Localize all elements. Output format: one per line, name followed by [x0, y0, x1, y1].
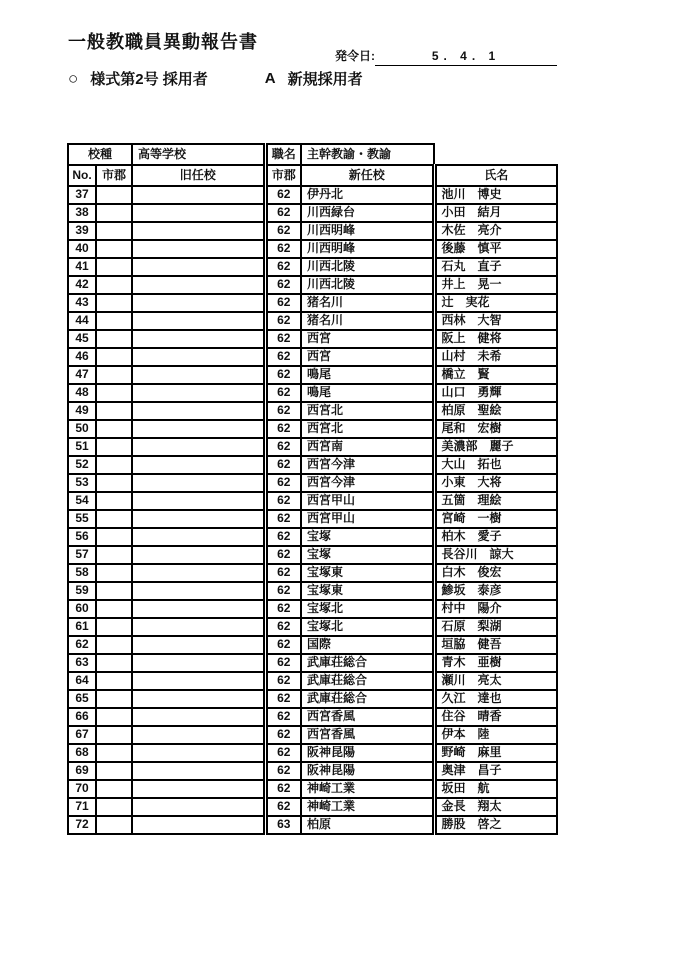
cell-old-school	[132, 582, 265, 600]
cell-new-district: 62	[265, 654, 301, 672]
cell-old-district	[96, 204, 132, 222]
cell-new-district: 62	[265, 510, 301, 528]
table-column-header-row	[68, 165, 557, 186]
cell-old-district	[96, 330, 132, 348]
cell-old-school	[132, 222, 265, 240]
cell-no: 37	[68, 186, 96, 204]
cell-name: 美濃部 麗子	[434, 438, 557, 456]
cell-new-school: 川西北陵	[301, 258, 434, 276]
cell-new-district: 62	[265, 366, 301, 384]
cell-name: 石原 梨湖	[434, 618, 557, 636]
cell-new-school: 神崎工業	[301, 798, 434, 816]
cell-name: 白木 俊宏	[434, 564, 557, 582]
cell-old-school	[132, 312, 265, 330]
cell-old-district	[96, 384, 132, 402]
cell-no: 53	[68, 474, 96, 492]
cell-old-school	[132, 492, 265, 510]
cell-no: 46	[68, 348, 96, 366]
cell-old-district	[96, 240, 132, 258]
cell-old-district	[96, 762, 132, 780]
cell-old-school	[132, 438, 265, 456]
cell-no: 64	[68, 672, 96, 690]
table-row	[68, 708, 557, 726]
table-row	[68, 222, 557, 240]
cell-no: 60	[68, 600, 96, 618]
cell-old-school	[132, 456, 265, 474]
cell-new-district: 62	[265, 636, 301, 654]
cell-new-school: 伊丹北	[301, 186, 434, 204]
cell-old-school	[132, 258, 265, 276]
col-header-name: 氏名	[434, 165, 557, 186]
cell-new-school: 西宮	[301, 348, 434, 366]
cell-new-school: 鳴尾	[301, 384, 434, 402]
table-row	[68, 546, 557, 564]
cell-name: 井上 晃一	[434, 276, 557, 294]
cell-old-district	[96, 780, 132, 798]
cell-new-district: 62	[265, 204, 301, 222]
cell-no: 48	[68, 384, 96, 402]
cell-old-school	[132, 600, 265, 618]
cell-no: 59	[68, 582, 96, 600]
cell-new-district: 62	[265, 348, 301, 366]
table-meta-header-row	[68, 144, 557, 165]
cell-old-school	[132, 636, 265, 654]
cell-new-school: 西宮	[301, 330, 434, 348]
cell-old-district	[96, 222, 132, 240]
table-row	[68, 420, 557, 438]
cell-old-district	[96, 474, 132, 492]
cell-name: 久江 達也	[434, 690, 557, 708]
cell-no: 54	[68, 492, 96, 510]
col-header-new-district: 市郡	[265, 165, 301, 186]
cell-new-district: 62	[265, 330, 301, 348]
cell-old-school	[132, 186, 265, 204]
cell-no: 40	[68, 240, 96, 258]
cell-old-school	[132, 384, 265, 402]
cell-name: 奥津 昌子	[434, 762, 557, 780]
cell-new-school: 西宮北	[301, 420, 434, 438]
cell-no: 62	[68, 636, 96, 654]
cell-name: 鯵坂 泰彦	[434, 582, 557, 600]
cell-new-district: 62	[265, 672, 301, 690]
cell-old-district	[96, 186, 132, 204]
table-row	[68, 330, 557, 348]
cell-old-district	[96, 456, 132, 474]
col-header-old-district: 市郡	[96, 165, 132, 186]
table-row	[68, 492, 557, 510]
cell-no: 39	[68, 222, 96, 240]
cell-old-district	[96, 420, 132, 438]
cell-new-district: 62	[265, 528, 301, 546]
table-row	[68, 312, 557, 330]
cell-old-district	[96, 816, 132, 834]
cell-no: 67	[68, 726, 96, 744]
table-row	[68, 636, 557, 654]
cell-new-school: 国際	[301, 636, 434, 654]
cell-name: 山村 未希	[434, 348, 557, 366]
cell-name: 伊本 陸	[434, 726, 557, 744]
cell-old-district	[96, 258, 132, 276]
cell-old-district	[96, 312, 132, 330]
cell-new-district: 62	[265, 798, 301, 816]
cell-new-school: 宝塚東	[301, 564, 434, 582]
cell-name: 村中 陽介	[434, 600, 557, 618]
cell-new-school: 西宮今津	[301, 474, 434, 492]
table-body	[68, 186, 557, 834]
cell-new-school: 川西北陵	[301, 276, 434, 294]
header-empty-cell	[434, 144, 557, 165]
cell-name: 長谷川 諒大	[434, 546, 557, 564]
cell-new-school: 西宮甲山	[301, 510, 434, 528]
cell-old-district	[96, 690, 132, 708]
cell-name: 池川 博史	[434, 186, 557, 204]
cell-new-school: 西宮甲山	[301, 492, 434, 510]
cell-name: 五箇 理絵	[434, 492, 557, 510]
cell-old-school	[132, 276, 265, 294]
cell-name: 柏原 聖絵	[434, 402, 557, 420]
table-row	[68, 204, 557, 222]
cell-new-district: 62	[265, 186, 301, 204]
cell-old-district	[96, 798, 132, 816]
cell-no: 70	[68, 780, 96, 798]
cell-new-school: 宝塚	[301, 546, 434, 564]
table-row	[68, 672, 557, 690]
table-row	[68, 816, 557, 834]
cell-old-school	[132, 654, 265, 672]
cell-new-school: 武庫荘総合	[301, 654, 434, 672]
cell-no: 71	[68, 798, 96, 816]
cell-no: 72	[68, 816, 96, 834]
cell-old-school	[132, 744, 265, 762]
cell-name: 柏木 愛子	[434, 528, 557, 546]
cell-new-district: 62	[265, 276, 301, 294]
cell-no: 69	[68, 762, 96, 780]
cell-new-school: 阪神昆陽	[301, 744, 434, 762]
cell-new-school: 西宮今津	[301, 456, 434, 474]
cell-new-district: 62	[265, 762, 301, 780]
cell-old-district	[96, 708, 132, 726]
cell-new-district: 62	[265, 384, 301, 402]
cell-new-school: 宝塚北	[301, 600, 434, 618]
table-row	[68, 456, 557, 474]
cell-name: 石丸 直子	[434, 258, 557, 276]
table-row	[68, 276, 557, 294]
cell-no: 56	[68, 528, 96, 546]
cell-old-district	[96, 276, 132, 294]
col-header-no: No.	[68, 165, 96, 186]
school-type-value: 高等学校	[132, 144, 265, 165]
cell-new-district: 62	[265, 492, 301, 510]
cell-old-school	[132, 780, 265, 798]
cell-new-district: 62	[265, 312, 301, 330]
issue-date-line	[67, 47, 557, 66]
cell-old-district	[96, 564, 132, 582]
table-row	[68, 726, 557, 744]
cell-no: 42	[68, 276, 96, 294]
cell-new-school: 川西明峰	[301, 222, 434, 240]
table-row	[68, 258, 557, 276]
cell-no: 66	[68, 708, 96, 726]
cell-name: 大山 拓也	[434, 456, 557, 474]
table-row	[68, 762, 557, 780]
cell-no: 38	[68, 204, 96, 222]
cell-new-district: 62	[265, 240, 301, 258]
table-row	[68, 402, 557, 420]
cell-old-school	[132, 672, 265, 690]
cell-old-school	[132, 726, 265, 744]
cell-old-district	[96, 402, 132, 420]
cell-new-school: 柏原	[301, 816, 434, 834]
cell-name: 勝股 啓之	[434, 816, 557, 834]
table-row	[68, 618, 557, 636]
cell-old-district	[96, 294, 132, 312]
cell-old-district	[96, 726, 132, 744]
cell-new-district: 62	[265, 780, 301, 798]
cell-old-school	[132, 294, 265, 312]
cell-old-school	[132, 528, 265, 546]
table-row	[68, 690, 557, 708]
cell-name: 橋立 賢	[434, 366, 557, 384]
cell-new-school: 神崎工業	[301, 780, 434, 798]
table-row	[68, 348, 557, 366]
cell-no: 43	[68, 294, 96, 312]
cell-no: 51	[68, 438, 96, 456]
cell-old-district	[96, 636, 132, 654]
table-row	[68, 186, 557, 204]
cell-name: 後藤 慎平	[434, 240, 557, 258]
table-row	[68, 438, 557, 456]
cell-old-district	[96, 654, 132, 672]
col-header-old-school: 旧任校	[132, 165, 265, 186]
table-row	[68, 384, 557, 402]
cell-old-school	[132, 546, 265, 564]
cell-name: 青木 亜樹	[434, 654, 557, 672]
cell-old-school	[132, 420, 265, 438]
cell-new-district: 62	[265, 222, 301, 240]
cell-name: 木佐 亮介	[434, 222, 557, 240]
cell-old-school	[132, 204, 265, 222]
cell-new-district: 62	[265, 582, 301, 600]
cell-old-district	[96, 348, 132, 366]
cell-new-school: 西宮南	[301, 438, 434, 456]
cell-no: 58	[68, 564, 96, 582]
cell-name: 小東 大将	[434, 474, 557, 492]
cell-no: 41	[68, 258, 96, 276]
cell-no: 49	[68, 402, 96, 420]
cell-old-school	[132, 510, 265, 528]
cell-new-school: 猪名川	[301, 312, 434, 330]
cell-new-school: 西宮香風	[301, 708, 434, 726]
cell-old-school	[132, 366, 265, 384]
cell-old-district	[96, 366, 132, 384]
category-code: A	[264, 70, 276, 87]
cell-name: 住谷 晴香	[434, 708, 557, 726]
cell-old-school	[132, 690, 265, 708]
cell-new-school: 鳴尾	[301, 366, 434, 384]
cell-new-district: 62	[265, 402, 301, 420]
cell-old-school	[132, 348, 265, 366]
cell-name: 西林 大智	[434, 312, 557, 330]
cell-no: 57	[68, 546, 96, 564]
table-row	[68, 654, 557, 672]
cell-new-district: 62	[265, 546, 301, 564]
cell-name: 坂田 航	[434, 780, 557, 798]
cell-no: 47	[68, 366, 96, 384]
form-label: 様式第2号 採用者	[90, 71, 208, 88]
table-row	[68, 582, 557, 600]
cell-new-school: 川西緑台	[301, 204, 434, 222]
cell-name: 宮崎 一樹	[434, 510, 557, 528]
cell-no: 45	[68, 330, 96, 348]
cell-name: 山口 勇輝	[434, 384, 557, 402]
cell-new-school: 武庫荘総合	[301, 672, 434, 690]
cell-old-school	[132, 240, 265, 258]
cell-name: 金長 翔太	[434, 798, 557, 816]
cell-new-school: 猪名川	[301, 294, 434, 312]
cell-old-district	[96, 744, 132, 762]
cell-new-district: 62	[265, 726, 301, 744]
cell-no: 52	[68, 456, 96, 474]
page-title: 一般教職員異動報告書	[68, 32, 258, 52]
cell-name: 野崎 麻里	[434, 744, 557, 762]
cell-new-district: 62	[265, 294, 301, 312]
cell-new-district: 62	[265, 456, 301, 474]
cell-new-school: 宝塚北	[301, 618, 434, 636]
cell-new-district: 62	[265, 744, 301, 762]
cell-new-school: 武庫荘総合	[301, 690, 434, 708]
table-row	[68, 780, 557, 798]
cell-old-school	[132, 762, 265, 780]
cell-no: 50	[68, 420, 96, 438]
cell-no: 44	[68, 312, 96, 330]
cell-old-school	[132, 564, 265, 582]
cell-new-district: 62	[265, 438, 301, 456]
category-label: 新規採用者	[287, 71, 363, 88]
cell-new-district: 62	[265, 708, 301, 726]
position-value: 主幹教諭・教諭	[301, 144, 434, 165]
cell-new-district: 62	[265, 600, 301, 618]
cell-old-school	[132, 816, 265, 834]
cell-new-school: 西宮香風	[301, 726, 434, 744]
col-header-new-school: 新任校	[301, 165, 434, 186]
cell-old-district	[96, 492, 132, 510]
cell-new-school: 宝塚	[301, 528, 434, 546]
cell-old-district	[96, 438, 132, 456]
form-type-line	[68, 68, 363, 89]
cell-no: 61	[68, 618, 96, 636]
cell-no: 55	[68, 510, 96, 528]
table-row	[68, 798, 557, 816]
cell-old-district	[96, 528, 132, 546]
cell-name: 小田 結月	[434, 204, 557, 222]
cell-old-school	[132, 330, 265, 348]
cell-new-school: 阪神昆陽	[301, 762, 434, 780]
table-row	[68, 564, 557, 582]
cell-old-district	[96, 618, 132, 636]
cell-name: 垣脇 健吾	[434, 636, 557, 654]
circle-mark-icon: ○	[68, 69, 79, 88]
cell-new-district: 62	[265, 420, 301, 438]
cell-name: 阪上 健将	[434, 330, 557, 348]
cell-new-district: 62	[265, 258, 301, 276]
table-row	[68, 528, 557, 546]
position-label: 職名	[265, 144, 301, 165]
cell-new-school: 川西明峰	[301, 240, 434, 258]
cell-new-district: 62	[265, 564, 301, 582]
table-row	[68, 294, 557, 312]
table-row	[68, 600, 557, 618]
cell-new-district: 62	[265, 474, 301, 492]
cell-name: 辻 実花	[434, 294, 557, 312]
cell-old-district	[96, 510, 132, 528]
cell-new-school: 西宮北	[301, 402, 434, 420]
cell-no: 68	[68, 744, 96, 762]
issue-date-value: 5. 4. 1	[375, 49, 557, 66]
cell-old-district	[96, 600, 132, 618]
cell-old-school	[132, 402, 265, 420]
cell-name: 尾和 宏樹	[434, 420, 557, 438]
table-row	[68, 366, 557, 384]
cell-old-school	[132, 708, 265, 726]
cell-no: 65	[68, 690, 96, 708]
cell-new-district: 63	[265, 816, 301, 834]
cell-new-school: 宝塚東	[301, 582, 434, 600]
cell-old-district	[96, 672, 132, 690]
table-row	[68, 510, 557, 528]
transfer-report-table	[67, 143, 558, 835]
cell-name: 瀬川 亮太	[434, 672, 557, 690]
cell-old-district	[96, 582, 132, 600]
cell-new-district: 62	[265, 690, 301, 708]
cell-old-school	[132, 474, 265, 492]
school-type-label: 校種	[68, 144, 132, 165]
table-row	[68, 240, 557, 258]
cell-new-district: 62	[265, 618, 301, 636]
cell-old-district	[96, 546, 132, 564]
cell-old-school	[132, 618, 265, 636]
table-row	[68, 474, 557, 492]
cell-no: 63	[68, 654, 96, 672]
table-row	[68, 744, 557, 762]
issue-date-label: 発令日:	[335, 49, 375, 63]
cell-old-school	[132, 798, 265, 816]
